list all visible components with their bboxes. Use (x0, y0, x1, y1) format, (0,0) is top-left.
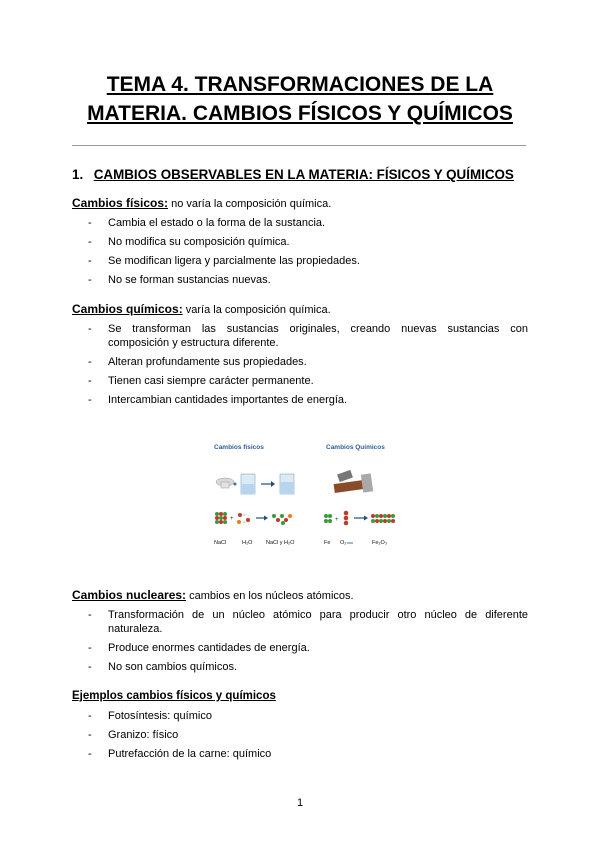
fisicos-list (88, 216, 528, 292)
ejemplos-heading: Ejemplos cambios físicos y químicos (72, 690, 276, 702)
list-item-text: Putrefacción de la carne: químico (108, 748, 272, 760)
nucleares-text: cambios en los núcleos atómicos. (186, 590, 354, 602)
nucleares-paragraph (72, 588, 532, 602)
changes-illustration (208, 436, 408, 556)
quimicos-paragraph (72, 302, 532, 316)
list-item-text: No modifica su composición química. (108, 236, 290, 248)
fisicos-lead: Cambios físicos: (72, 196, 169, 210)
list-dash: - (88, 323, 92, 335)
list-item-text: Intercambian cantidades importantes de energía. (108, 394, 348, 406)
list-item-text: Cambia el estado o la forma de la sustancia. (108, 217, 326, 229)
fisicos-text: no varía la composición química. (168, 198, 332, 210)
list-dash: - (88, 661, 92, 673)
list-dash: - (88, 356, 92, 368)
list-item (88, 393, 528, 407)
figure-label-fisicos: Cambios físicos (214, 444, 264, 451)
list-item-text: Granizo: físico (108, 729, 179, 741)
fisicos-paragraph (72, 196, 532, 210)
list-item (88, 660, 528, 674)
list-dash: - (88, 710, 92, 722)
list-dash: - (88, 274, 92, 286)
figure-caption-iron: Fe (324, 540, 331, 546)
list-item (88, 709, 528, 723)
list-item (88, 322, 528, 350)
svg-text:+: + (230, 516, 234, 522)
list-item (88, 641, 528, 655)
section-number: 1. (72, 167, 84, 182)
list-item-text: Fotosíntesis: químico (108, 710, 212, 722)
ejemplos-list (88, 709, 528, 766)
list-item (88, 355, 528, 369)
nucleares-list (88, 608, 528, 679)
list-item-text: Alteran profundamente sus propiedades. (108, 356, 307, 368)
list-item (88, 216, 528, 230)
list-dash: - (88, 729, 92, 741)
list-item (88, 235, 528, 249)
list-item-text: Tienen casi siempre carácter permanente. (108, 375, 314, 387)
title-divider (72, 145, 526, 146)
section-heading-text: CAMBIOS OBSERVABLES EN LA MATERIA: FÍSICOS Y QUÍMICOS (93, 167, 514, 182)
list-item (88, 273, 528, 287)
list-dash: - (88, 642, 92, 654)
svg-text:+: + (335, 517, 339, 523)
illustration-graphic (208, 436, 408, 556)
figure-caption-nacl: NaCl (214, 540, 227, 546)
list-dash: - (88, 609, 92, 621)
figure-caption-mixture: NaCl y H₂O (266, 540, 295, 546)
figure-caption-oxygen: O₂ (340, 540, 347, 546)
list-item (88, 747, 528, 761)
nucleares-lead: Cambios nucleares: (72, 588, 187, 602)
list-item-text: Produce enormes cantidades de energía. (108, 642, 310, 654)
figure-label-quimicos: Cambios Químicos (326, 444, 385, 451)
list-dash: - (88, 217, 92, 229)
list-dash: - (88, 748, 92, 760)
page-number: 1 (296, 797, 304, 809)
figure-caption-oxide: Fe₂O₃ (372, 540, 388, 546)
list-dash: - (88, 394, 92, 406)
quimicos-list (88, 322, 528, 412)
list-dash: - (88, 375, 92, 387)
title-line-2: MATERIA. CAMBIOS FÍSICOS Y QUÍMICOS (87, 102, 513, 125)
section-heading (72, 167, 532, 182)
list-item (88, 608, 528, 636)
quimicos-text: varía la composición química. (182, 304, 331, 316)
quimicos-lead: Cambios químicos: (72, 302, 183, 316)
page-title (60, 70, 540, 128)
figure-caption-water: H₂O (242, 540, 253, 546)
list-dash: - (88, 236, 92, 248)
list-dash: - (88, 255, 92, 267)
list-item (88, 374, 528, 388)
list-item (88, 254, 528, 268)
list-item-text: Se modifican ligera y parcialmente las propiedades. (108, 255, 360, 267)
list-item-text: No se forman sustancias nuevas. (108, 274, 271, 286)
list-item-text: Se transforman las sustancias originales, creando nuevas sustancias con composición y estructura diferente. (108, 323, 528, 349)
list-item (88, 728, 528, 742)
title-line-1: TEMA 4. TRANSFORMACIONES DE LA (106, 73, 494, 96)
list-item-text: No son cambios químicos. (108, 661, 237, 673)
list-item-text: Transformación de un núcleo atómico para producir otro núcleo de diferente naturaleza. (108, 609, 528, 635)
